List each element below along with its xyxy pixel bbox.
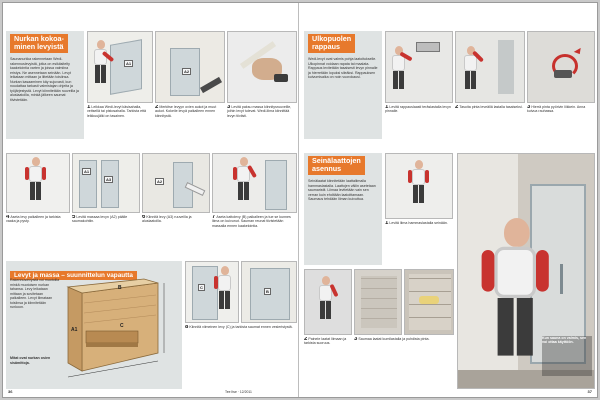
photo-step-8b bbox=[241, 261, 297, 323]
intro-heading: Nurkan kokoa- minen levyistä bbox=[10, 34, 68, 53]
photo-step-6 bbox=[142, 153, 210, 213]
diagram-body: Rakennuslevyistä voi muotoilla minkä muotoisen nurkan tahansa. Levy leikataan mittaan ja sovitetaan paikalleen. Levyt liimataan toisiinsa ja kiinnitetään runkoon. bbox=[10, 278, 60, 309]
page-number-right: 37 bbox=[587, 389, 592, 394]
footer-credit: Tee Itse · 12/2011 bbox=[225, 390, 252, 394]
caption-tile-2: 2Painele laatat liimaan ja tarkista suoruus. bbox=[304, 337, 347, 346]
photo-step-7 bbox=[212, 153, 297, 213]
intro-body: Saunanurkka rakennetaan Wedi-rakennuslevyistä, jotka on esikäsitelty kaakelointia varten ja joissa valmiina eristys. Ne asennetaan seinään. Levyt leikataan mittaan ja liitetään toisiinsa. Nurkan kasaaminen käy sujuvasti, kun noudattaa tarkasti valmistajan ohjeita ja työjärjestystä. Levyt kiinnitetään ruuveilla ja aluslaatoilla, minkä jälkeen saumat tiivistetään. bbox=[10, 57, 79, 102]
caption-step-4: 4Aseta levy paikalleen ja tarkista vaaka ja pysty. bbox=[6, 215, 61, 224]
caption-plaster-2: 2Tasoita pinta leveällä lastalla tasaiseksi. bbox=[455, 105, 523, 110]
label-b: B bbox=[266, 289, 269, 294]
intro-panel bbox=[6, 31, 84, 139]
label-a2: A2 bbox=[184, 69, 190, 74]
caption-plaster-3: 3Hierrä pinta pyörivin liikkein. Anna kuivua rauhassa. bbox=[527, 105, 586, 114]
photo-step-3 bbox=[227, 31, 297, 103]
photo-tile-1 bbox=[385, 153, 453, 219]
label-a1-b: A1 bbox=[84, 169, 90, 174]
caption-step-3: 3Levitä paksu massa kiinnitysruuveille, joihin levyt tulevat. Wedi-liima kiinnittää levyn tiiviisti. bbox=[227, 105, 292, 118]
left-page bbox=[3, 3, 299, 397]
right-page bbox=[301, 3, 597, 397]
photo-step-5 bbox=[72, 153, 140, 213]
float-tool-icon bbox=[554, 70, 572, 78]
diagram-label-c: C bbox=[120, 323, 124, 329]
photo-step-1 bbox=[87, 31, 153, 103]
label-a1: A1 bbox=[126, 61, 132, 66]
caption-step-6: 6Kiinnitä levy (A3) ruuveilla ja aluslaatoilla. bbox=[142, 215, 192, 224]
label-c: C bbox=[200, 285, 203, 290]
ceiling-panel bbox=[304, 31, 382, 139]
side-caption: Kun sauna on valmis, sen voi ottaa käyttöön. bbox=[542, 336, 592, 376]
photo-plaster-3 bbox=[527, 31, 595, 103]
photo-tile-4 bbox=[404, 269, 454, 335]
magazine-spread bbox=[2, 2, 598, 398]
caption-tile-3: 3Saumaa laatat kumilastalla ja puhdista pinta. bbox=[354, 337, 430, 342]
diagram-heading: Levyt ja massa – suunnittelun vapautta bbox=[10, 271, 137, 280]
photo-tile-3 bbox=[354, 269, 402, 335]
photo-step-4 bbox=[6, 153, 70, 213]
caption-step-1: 1Leikkaa Wedi-levyt käsisahalla, veitsellä tai pistosahalla. Tarkista että leikkuujälki on tasainen. bbox=[87, 105, 147, 118]
caption-step-5: 5Levitä massaa levyn (A2) päälle saumakohtiin. bbox=[72, 215, 128, 224]
wall-heading: Seinälaattojen asennus bbox=[308, 156, 365, 175]
label-a3: A3 bbox=[106, 177, 112, 182]
photo-plaster-2 bbox=[455, 31, 525, 103]
wall-tile-panel bbox=[304, 153, 382, 265]
diagram-label-b: B bbox=[118, 285, 122, 291]
ceiling-body: Wedi-levyt ovat valmis pohja laatoitukselle. Ulkopinnat voidaan rapata tai maalata. Rappaus levitetään tasaisesti levyn pinnalle ja hierretään lopuksi sileäksi. Rappauksen kuivumisaika on noin vuorokausi. bbox=[308, 57, 378, 80]
caption-plaster-1: 1Levitä rappauslaasti teräslastalla levyn pinnalle. bbox=[385, 105, 451, 114]
photo-plaster-1 bbox=[385, 31, 453, 103]
ceiling-heading: Ulkopuolen rappaus bbox=[308, 34, 355, 53]
diagram-box bbox=[6, 261, 182, 389]
label-a2-b: A2 bbox=[157, 179, 163, 184]
page-number-left: 36 bbox=[8, 389, 13, 394]
door-handle bbox=[560, 264, 563, 294]
grout-float-icon bbox=[419, 296, 439, 304]
sauna-corner-diagram bbox=[64, 275, 176, 383]
wall-body: Seinälaatat kiinnitetään laattaliimalla hammaslastalla. Laattojen väliin asetetaan saumaristit. Liimaa levitetään vain sen verran kuin ehditään laatoittamaan. Saumaus tehdään liiman kuivuttua. bbox=[308, 179, 376, 202]
diagram-footer: Mitat ovat nurkan osien sisämittoja. bbox=[10, 356, 51, 365]
drill-icon bbox=[200, 77, 222, 93]
caption-step-8: 8Kiinnitä viimeinen levy (C) ja tarkista saumat ennen vesieristystä. bbox=[185, 325, 293, 330]
caption-step-2: 2Merkitse levyyn ovien aukot ja muut aukot. Kokeile levyä paikalleen ennen kiinnitystä. bbox=[155, 105, 217, 118]
photo-step-8 bbox=[185, 261, 239, 323]
photo-tile-2 bbox=[304, 269, 352, 335]
caption-tile-1: 1Levitä liima hammaslastalla seinään. bbox=[385, 221, 448, 226]
caption-step-7: 7Aseta kattolevy (B) paikalleen ja tue se kunnes liima on kuivunut. Sauman reunat tiivistetään massalla ennen kaakelointia. bbox=[212, 215, 291, 228]
photo-step-2 bbox=[155, 31, 225, 103]
diagram-label-a: A1 bbox=[71, 327, 78, 333]
photo-finished-sauna bbox=[457, 153, 595, 389]
